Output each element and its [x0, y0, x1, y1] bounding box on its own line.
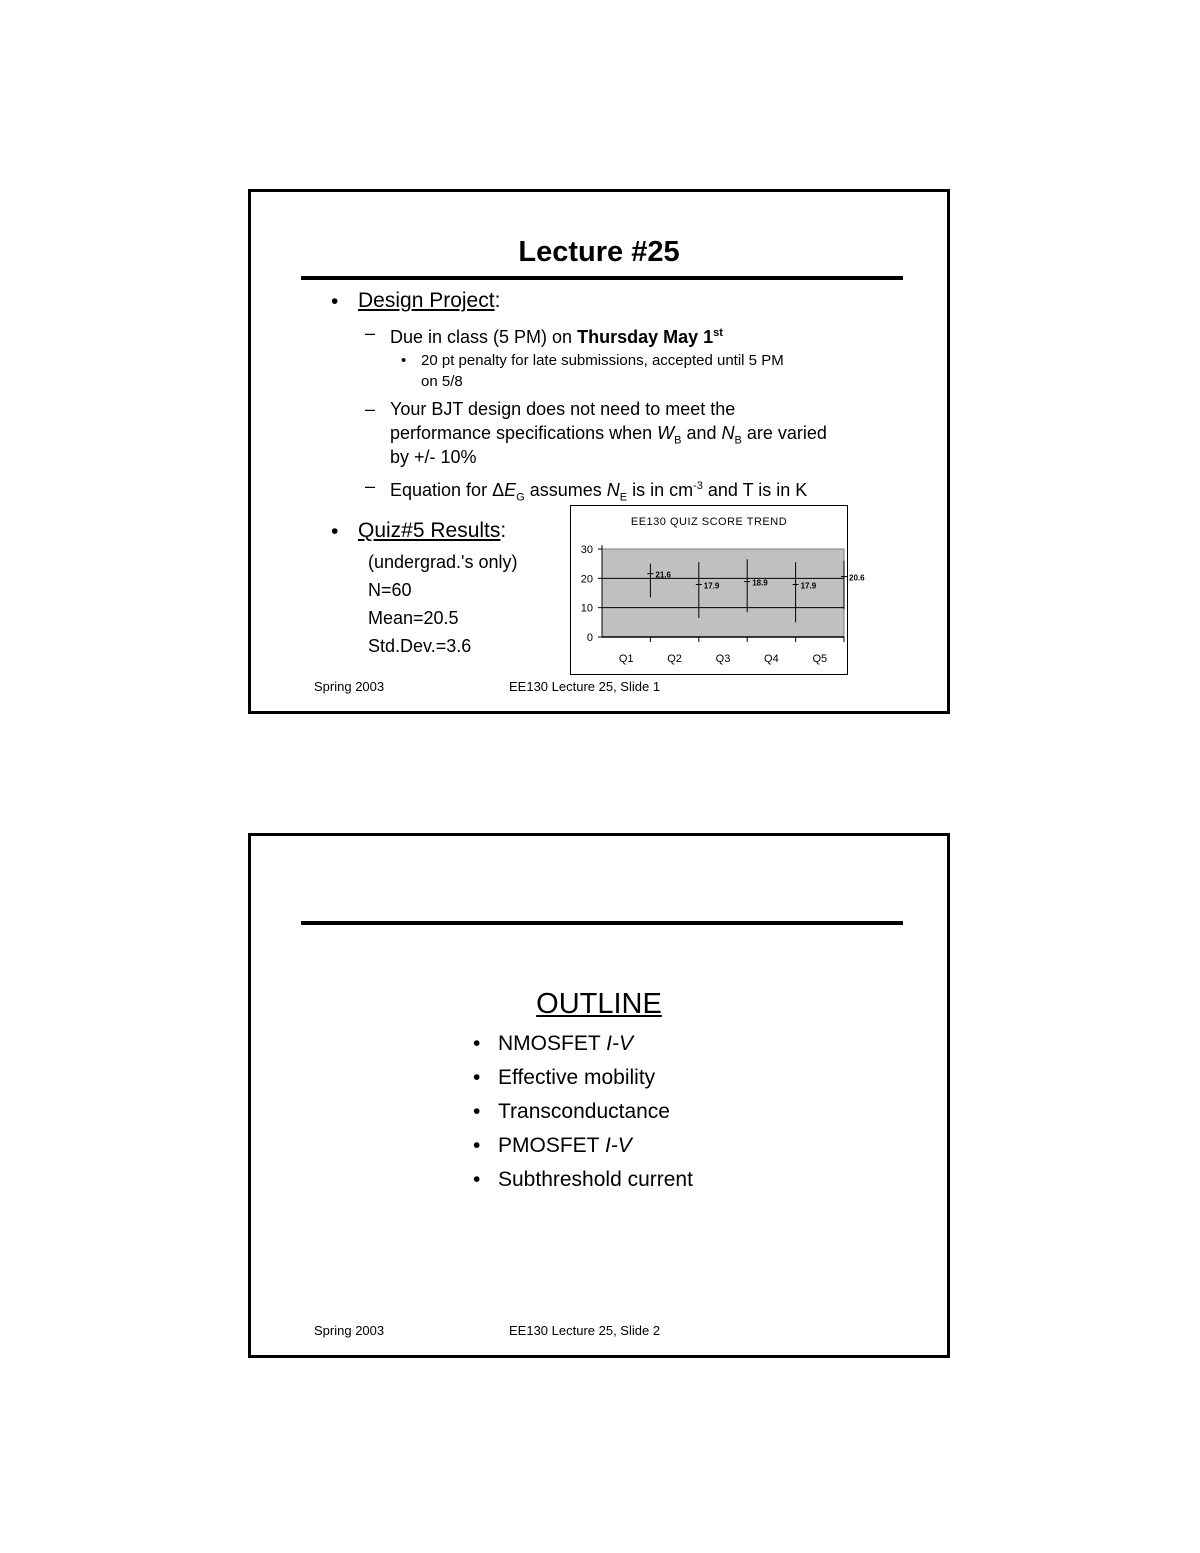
bullet: •: [331, 290, 339, 313]
quiz-line: (undergrad.'s only): [368, 552, 518, 572]
eq-prefix: Equation for: [390, 480, 493, 500]
nb-sub: B: [734, 434, 742, 447]
quiz-heading: Quiz#5 Results:: [358, 519, 507, 542]
eq-end: and T is in K: [702, 480, 808, 500]
bullet-small: •: [401, 352, 407, 369]
eq-mid: assumes: [524, 480, 607, 500]
dash: –: [365, 476, 376, 496]
title-rule: [301, 276, 903, 280]
due-sup: st: [713, 327, 723, 339]
eq-cm: is in cm: [627, 480, 694, 500]
outline-item: [498, 1032, 633, 1056]
penalty-line-1: 20 pt penalty for late submissions, accepted until 5 PM: [421, 352, 784, 369]
quiz-line: Mean=20.5: [368, 608, 459, 628]
wb-sub: B: [674, 434, 682, 447]
outline-bullet: •: [473, 1032, 481, 1055]
wb-symbol: W: [657, 423, 675, 443]
data-label: 18.9: [752, 578, 768, 588]
x-tick-label: Q5: [812, 653, 828, 665]
due-prefix: Due in class (5 PM) on: [390, 327, 578, 347]
outline-item: [498, 1100, 670, 1124]
bjt-text-end: are varied: [741, 423, 827, 443]
outline-bullet: •: [473, 1100, 481, 1123]
y-tick-label: 10: [580, 602, 593, 615]
outline-item: [498, 1168, 693, 1192]
design-project-label: Design Project: [358, 289, 495, 312]
x-tick-label: Q1: [618, 653, 634, 665]
outline-item-italic: I-V: [606, 1032, 633, 1055]
outline-item-text: PMOSFET: [498, 1134, 605, 1157]
x-tick-label: Q4: [764, 653, 779, 665]
x-tick-label: Q3: [715, 653, 731, 665]
outline-item-text: NMOSFET: [498, 1032, 607, 1055]
outline-title: OUTLINE: [536, 988, 662, 1020]
quiz-label: Quiz#5 Results: [358, 519, 501, 542]
outline-bullet: •: [473, 1066, 481, 1089]
chart-svg: [571, 506, 865, 674]
data-label: 20.6: [849, 573, 865, 583]
footer-left: Spring 2003: [314, 679, 385, 694]
outline-item-text: Effective mobility: [498, 1066, 656, 1089]
penalty-line-2: on 5/8: [421, 373, 463, 390]
eq-exp: -3: [693, 480, 703, 492]
bjt-and: and: [681, 423, 722, 443]
data-label: 17.9: [800, 581, 817, 591]
dash: –: [365, 323, 376, 343]
n-symbol: N: [606, 480, 620, 500]
quiz-score-chart: [570, 505, 865, 675]
footer-center: EE130 Lecture 25, Slide 1: [509, 679, 661, 694]
slide-2: [248, 833, 950, 1358]
x-tick-label: Q2: [667, 653, 682, 665]
slide-1: [248, 189, 950, 714]
outline-bullet: •: [473, 1168, 481, 1191]
slide-title: Lecture #25: [518, 236, 680, 268]
due-date: Thursday May 1: [577, 327, 714, 347]
outline-item: [498, 1066, 655, 1090]
chart-title: EE130 QUIZ SCORE TREND: [630, 516, 788, 528]
quiz-line: Std.Dev.=3.6: [368, 636, 472, 656]
outline-item-italic: I-V: [604, 1134, 632, 1157]
footer-left: Spring 2003: [314, 1323, 385, 1338]
ne-sub: E: [619, 491, 628, 504]
quiz-line: N=60: [368, 580, 412, 600]
bjt-line-3: by +/- 10%: [390, 447, 477, 467]
outline-item: [498, 1134, 632, 1158]
footer-center: EE130 Lecture 25, Slide 2: [509, 1323, 661, 1338]
bullet: •: [331, 520, 339, 543]
outline-bullet: •: [473, 1134, 481, 1157]
bjt-line-1: Your BJT design does not need to meet the: [390, 399, 736, 419]
plot-area: [602, 549, 844, 637]
design-project-heading: Design Project:: [358, 289, 501, 312]
dash: –: [365, 399, 376, 419]
bjt-text: performance specifications when: [390, 423, 658, 443]
e-symbol: E: [504, 480, 517, 500]
g-sub: G: [516, 491, 525, 504]
data-label: 17.9: [703, 581, 720, 591]
delta-symbol: Δ: [492, 480, 505, 500]
outline-item-text: Transconductance: [498, 1100, 670, 1123]
data-label: 21.6: [655, 570, 671, 580]
y-tick-label: 0: [586, 632, 593, 644]
nb-symbol: N: [721, 423, 735, 443]
y-tick-label: 30: [580, 544, 593, 556]
due-date-line: [390, 321, 723, 349]
title-rule: [301, 921, 903, 925]
y-tick-label: 20: [580, 573, 593, 586]
outline-item-text: Subthreshold current: [498, 1168, 693, 1191]
